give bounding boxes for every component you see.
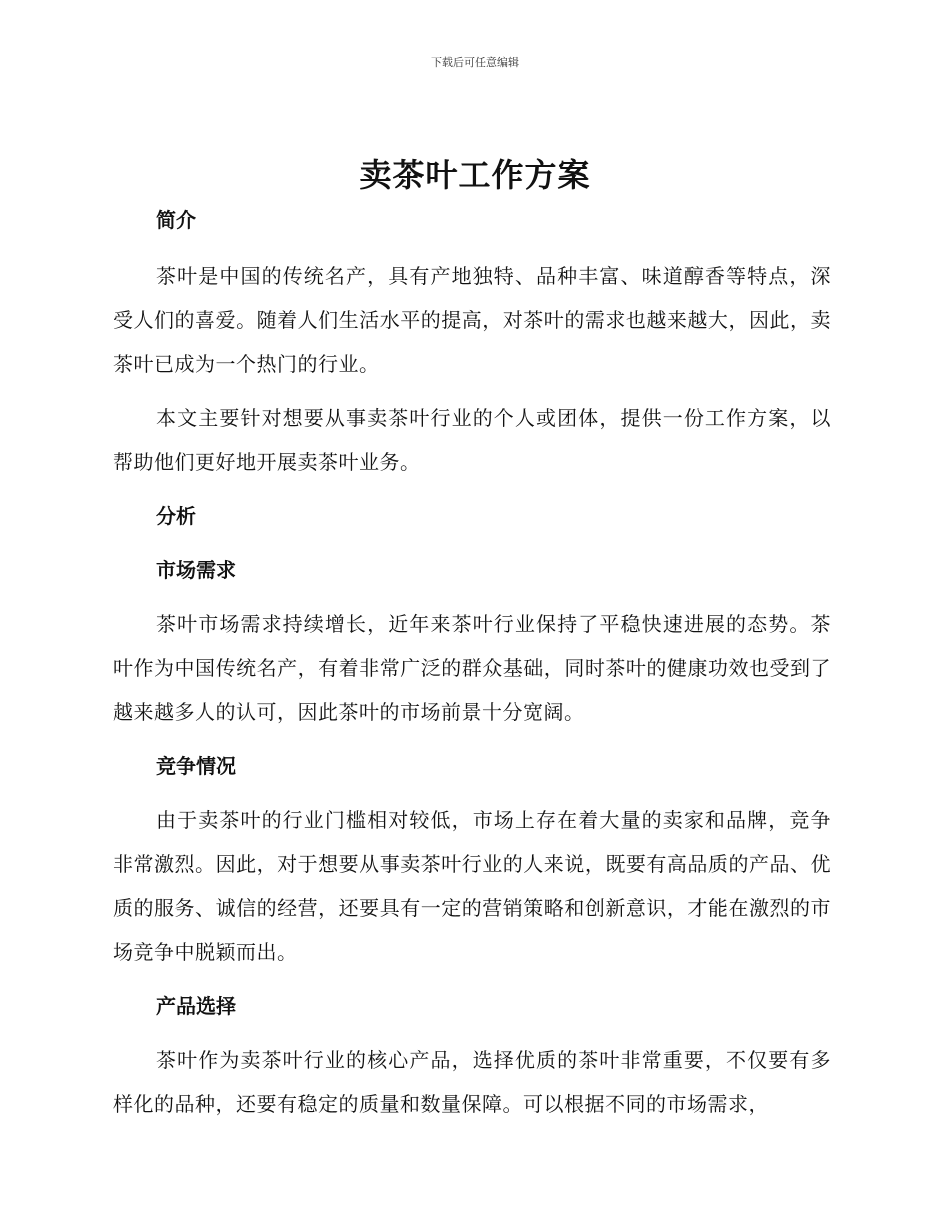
- header-note: 下载后可任意编辑: [431, 56, 519, 69]
- document-title: 卖茶叶工作方案: [359, 156, 591, 194]
- section-heading-competition: 竞争情况: [156, 754, 236, 778]
- paragraph-intro-2: 本文主要针对想要从事卖茶叶行业的个人或团体，提供一份工作方案，以帮助他们更好地开展卖茶叶业务。: [113, 406, 831, 474]
- section-heading-intro: 简介: [156, 208, 196, 232]
- section-heading-analysis: 分析: [156, 504, 196, 528]
- section-heading-market: 市场需求: [156, 558, 236, 582]
- section-heading-product: 产品选择: [156, 994, 236, 1018]
- paragraph-intro-1: 茶叶是中国的传统名产，具有产地独特、品种丰富、味道醇香等特点，深受人们的喜爱。随着人们生活水平的提高，对茶叶的需求也越来越大，因此，卖茶叶已成为一个热门的行业。: [113, 264, 831, 376]
- spacer: [113, 242, 831, 254]
- spacer: [113, 386, 831, 396]
- paragraph-product-1: 茶叶作为卖茶叶行业的核心产品，选择优质的茶叶非常重要，不仅要有多样化的品种，还要有稳定的质量和数量保障。可以根据不同的市场需求，: [113, 1048, 831, 1116]
- spacer: [113, 974, 831, 984]
- spacer: [113, 592, 831, 602]
- spacer: [113, 1028, 831, 1038]
- paragraph-competition-1: 由于卖茶叶的行业门槛相对较低，市场上存在着大量的卖家和品牌，竞争非常激烈。因此，对于想要从事卖茶叶行业的人来说，既要有高品质的产品、优质的服务、诚信的经营，还要具有一定的营销策略和创新意识，才能在激烈的市场竞争中脱颖而出。: [113, 808, 831, 964]
- spacer: [113, 734, 831, 744]
- spacer: [113, 538, 831, 548]
- document-body: [113, 198, 831, 1126]
- paragraph-market-1: 茶叶市场需求持续增长，近年来茶叶行业保持了平稳快速进展的态势。茶叶作为中国传统名产，有着非常广泛的群众基础，同时茶叶的健康功效也受到了越来越多人的认可，因此茶叶的市场前景十分宽阔。: [113, 612, 831, 724]
- spacer: [113, 484, 831, 494]
- spacer: [113, 788, 831, 798]
